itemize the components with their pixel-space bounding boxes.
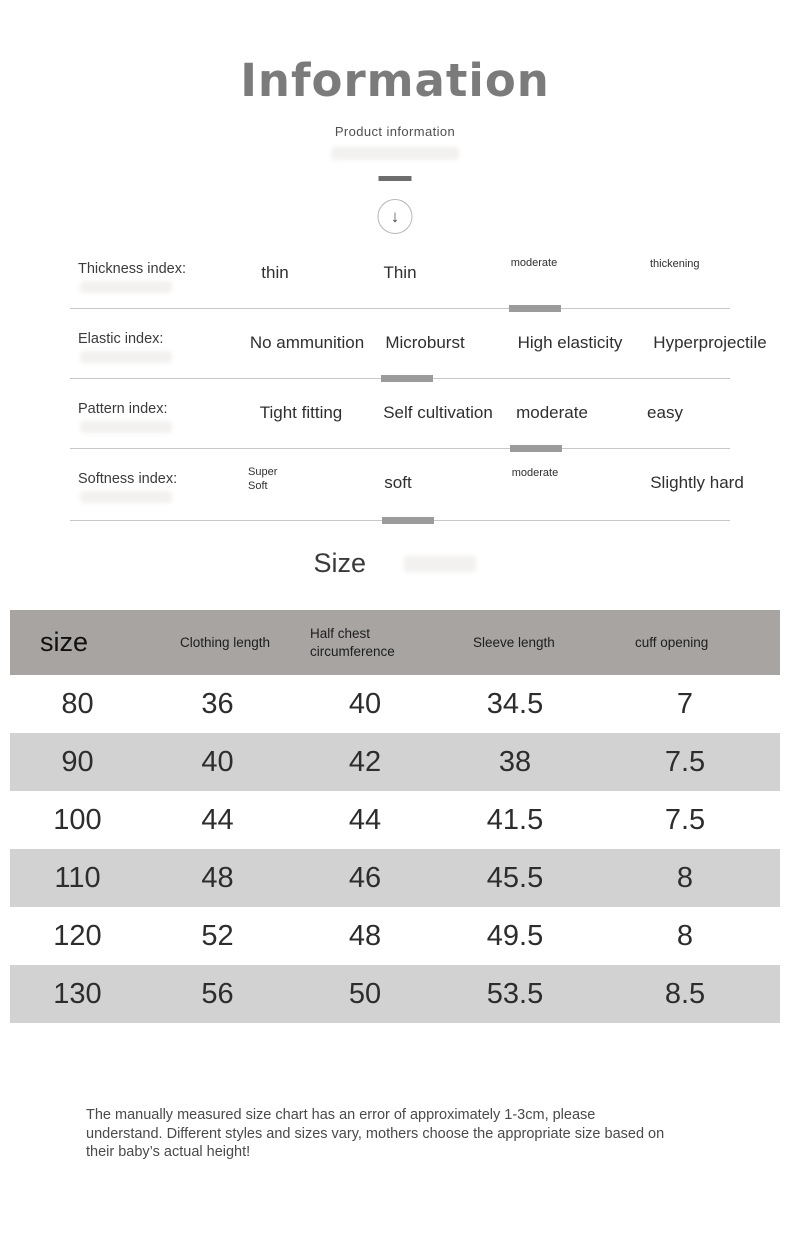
disclaimer-line: The manually measured size chart has an error of approximately 1-3cm, please bbox=[86, 1107, 596, 1123]
cell-cuff-opening: 8.5 bbox=[664, 977, 706, 1010]
column-header-size: size bbox=[40, 626, 89, 657]
index-option: Tight fitting bbox=[259, 403, 343, 422]
table-row bbox=[10, 675, 780, 733]
cell-size: 100 bbox=[53, 803, 102, 836]
cell-sleeve-length: 34.5 bbox=[486, 687, 544, 720]
column-header-cuff-opening: cuff opening bbox=[635, 634, 709, 650]
index-option: Self cultivation bbox=[383, 403, 493, 422]
table-row bbox=[10, 791, 780, 849]
cell-size: 110 bbox=[54, 861, 101, 894]
index-label: Elastic index: bbox=[78, 331, 164, 347]
column-header-sleeve-length: Sleeve length bbox=[473, 634, 555, 650]
cell-size: 90 bbox=[61, 745, 94, 778]
cell-clothing-length: 48 bbox=[201, 861, 234, 894]
index-option: moderate bbox=[511, 467, 559, 479]
scroll-down-indicator bbox=[378, 199, 413, 234]
page-subtitle: Product information bbox=[334, 124, 456, 139]
size-title: Size bbox=[313, 548, 367, 578]
cell-clothing-length: 52 bbox=[201, 919, 234, 952]
selected-level-marker bbox=[382, 517, 434, 524]
index-option: Thin bbox=[383, 263, 417, 282]
index-row-elastic bbox=[0, 309, 790, 379]
disclaimer-line: their baby’s actual height! bbox=[86, 1144, 251, 1161]
cell-cuff-opening: 7.5 bbox=[664, 745, 706, 778]
page-title: Information bbox=[240, 54, 550, 107]
cell-cuff-opening: 7.5 bbox=[664, 803, 706, 836]
cell-cuff-opening: 7 bbox=[676, 687, 694, 720]
cell-size: 130 bbox=[53, 977, 102, 1010]
cell-half-chest: 50 bbox=[348, 977, 382, 1010]
index-option: High elasticity bbox=[517, 333, 623, 352]
selected-level-marker bbox=[509, 305, 561, 312]
size-chart-table bbox=[10, 610, 780, 1023]
cell-cuff-opening: 8 bbox=[676, 861, 694, 894]
index-option: thin bbox=[261, 263, 289, 282]
cell-sleeve-length: 38 bbox=[498, 745, 532, 778]
cell-half-chest: 42 bbox=[348, 745, 382, 778]
selected-level-marker bbox=[381, 375, 433, 382]
index-label: Thickness index: bbox=[78, 261, 186, 277]
cell-size: 80 bbox=[61, 687, 94, 720]
divider bbox=[379, 176, 412, 181]
index-option: No ammunition bbox=[249, 333, 365, 352]
index-option: Super Soft bbox=[248, 466, 278, 493]
disclaimer-line: understand. Different styles and sizes vary, mothers choose the appropriate size based on bbox=[86, 1125, 665, 1142]
cell-clothing-length: 36 bbox=[201, 687, 234, 720]
cell-size: 120 bbox=[53, 919, 102, 952]
faded-text bbox=[331, 147, 459, 160]
table-row bbox=[10, 733, 780, 791]
table-row bbox=[10, 965, 780, 1023]
cell-sleeve-length: 45.5 bbox=[486, 861, 544, 894]
column-header-clothing-length: Clothing length bbox=[180, 634, 271, 650]
table-row bbox=[10, 907, 780, 965]
index-option: moderate bbox=[510, 257, 558, 269]
down-arrow-icon: ↓ bbox=[390, 207, 400, 226]
size-section-heading bbox=[0, 548, 790, 579]
index-option: thickening bbox=[650, 258, 700, 270]
faded-text bbox=[80, 491, 172, 503]
cell-clothing-length: 44 bbox=[201, 803, 234, 836]
fabric-index-section bbox=[0, 239, 790, 521]
table-header-row bbox=[10, 610, 780, 675]
index-option: easy bbox=[647, 403, 683, 422]
index-row-softness bbox=[0, 449, 790, 521]
faded-text bbox=[80, 421, 172, 433]
index-option: Microburst bbox=[385, 333, 465, 352]
column-header-half-chest: Half chest circumference bbox=[310, 625, 395, 659]
index-row-thickness bbox=[0, 239, 790, 309]
index-row-pattern bbox=[0, 379, 790, 449]
index-option: Hyperprojectile bbox=[653, 333, 767, 352]
index-option: moderate bbox=[516, 403, 588, 422]
index-label: Pattern index: bbox=[78, 401, 168, 417]
cell-half-chest: 40 bbox=[348, 687, 382, 720]
cell-sleeve-length: 53.5 bbox=[486, 977, 544, 1010]
cell-half-chest: 44 bbox=[348, 803, 382, 836]
cell-sleeve-length: 41.5 bbox=[486, 803, 544, 836]
cell-cuff-opening: 8 bbox=[676, 919, 694, 952]
selected-level-marker bbox=[510, 445, 562, 452]
cell-half-chest: 46 bbox=[348, 861, 382, 894]
cell-sleeve-length: 49.5 bbox=[486, 919, 544, 952]
table-row bbox=[10, 849, 780, 907]
measurement-disclaimer bbox=[86, 1106, 746, 1162]
faded-text bbox=[80, 281, 172, 293]
faded-text bbox=[80, 351, 172, 363]
index-label: Softness index: bbox=[78, 471, 178, 487]
cell-clothing-length: 56 bbox=[201, 977, 234, 1010]
cell-clothing-length: 40 bbox=[201, 745, 234, 778]
index-option: soft bbox=[384, 473, 412, 492]
cell-half-chest: 48 bbox=[348, 919, 382, 952]
index-option: Slightly hard bbox=[650, 473, 744, 492]
faded-text bbox=[404, 556, 476, 572]
